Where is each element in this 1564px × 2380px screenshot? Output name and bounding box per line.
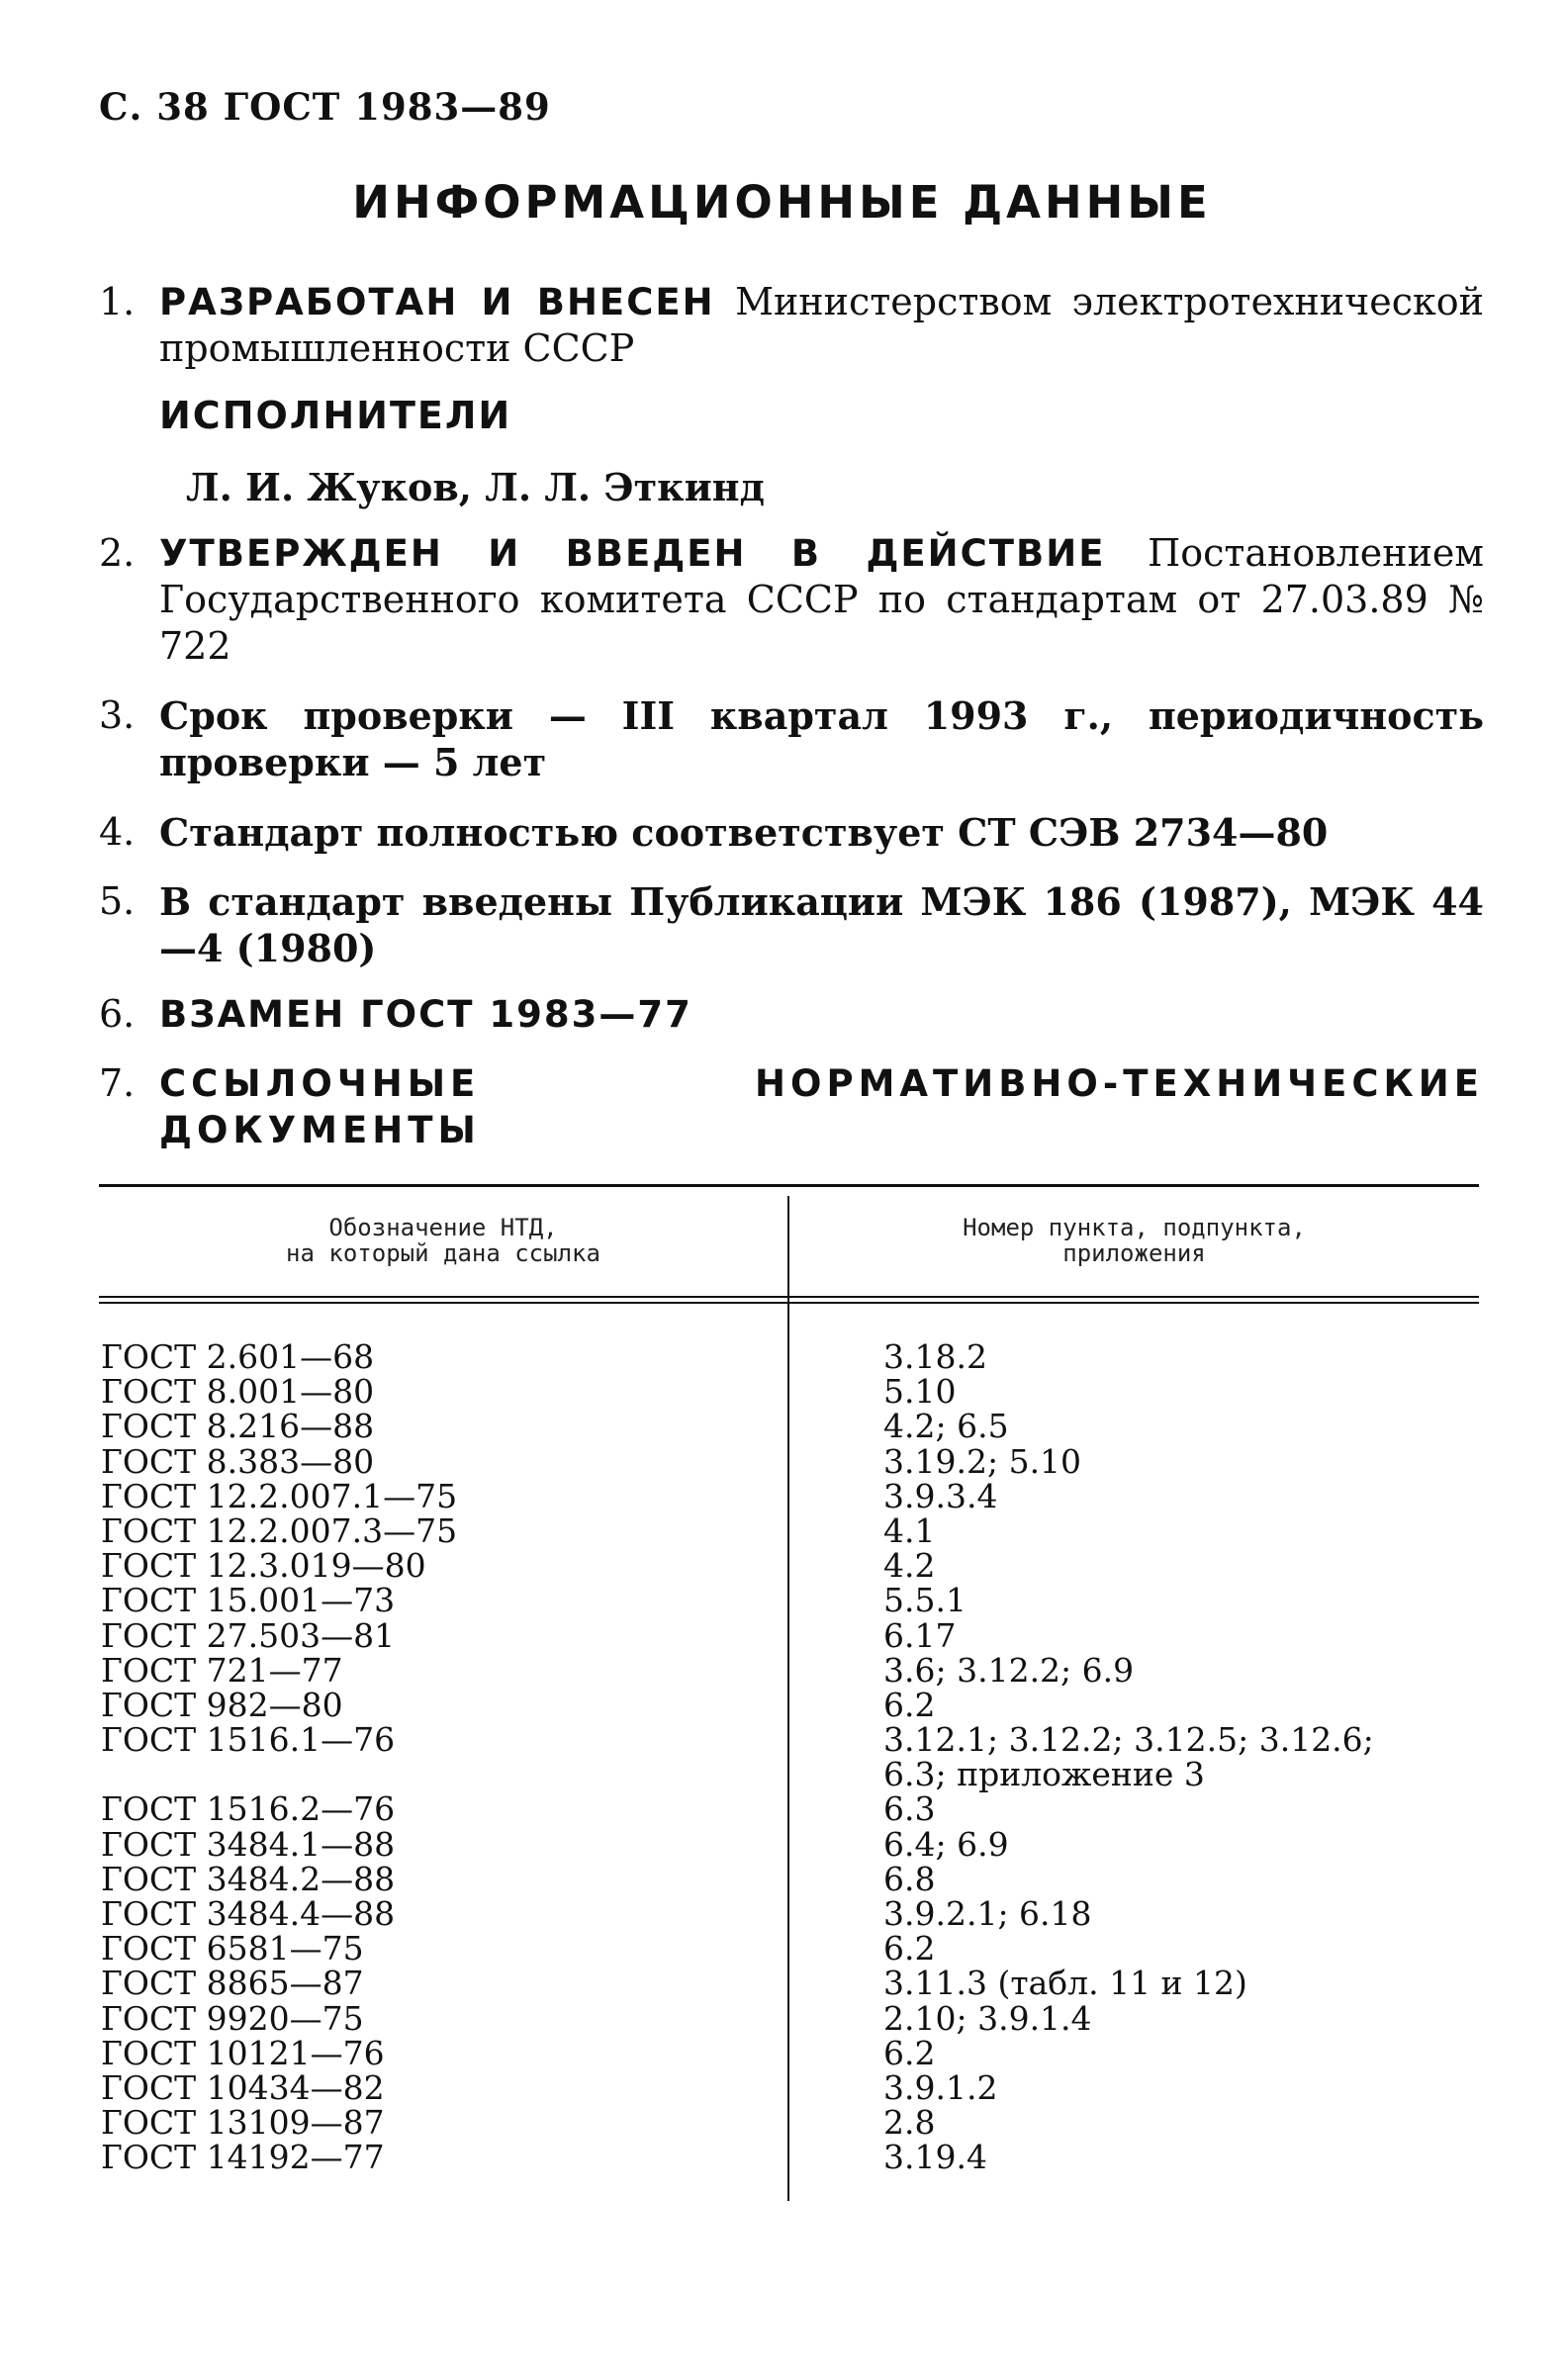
item-heading: ВЗАМЕН ГОСТ 1983—77 <box>159 993 692 1036</box>
item-number: 2. <box>99 531 136 575</box>
table-cell-doc: ГОСТ 10434—82 <box>101 2067 385 2107</box>
table-cell-ref: 3.9.3.4 <box>883 1476 998 1515</box>
table-cell-doc: ГОСТ 14192—77 <box>101 2138 385 2177</box>
item-heading: РАЗРАБОТАН И ВНЕСЕН <box>159 281 715 323</box>
table-doc-column <box>101 1339 774 2175</box>
table-cell-ref: 3.9.2.1; 6.18 <box>883 1894 1092 1933</box>
table-column-divider <box>787 1196 789 2201</box>
item-text: В стандарт введены Публикации МЭК 186 (1987), МЭК 44—4 (1980) <box>159 879 1484 970</box>
item-text: Стандарт полностью соответствует СТ СЭВ 2734—80 <box>159 810 1329 855</box>
table-cell-doc: ГОСТ 15.001—73 <box>101 1581 396 1620</box>
table-cell-doc: ГОСТ 2.601—68 <box>101 1337 375 1376</box>
table-cell-ref: 5.5.1 <box>883 1581 966 1620</box>
table-cell-ref: 4.2; 6.5 <box>883 1407 1009 1446</box>
table-cell-doc: ГОСТ 8.383—80 <box>101 1441 375 1481</box>
table-cell-doc: ГОСТ 1516.1—76 <box>101 1720 396 1760</box>
table-cell-doc: ГОСТ 10121—76 <box>101 2033 385 2072</box>
table-cell-doc: ГОСТ 13109—87 <box>101 2103 385 2143</box>
item-text: Министерством электротехнической промышленности СССР <box>159 280 1484 370</box>
item-number: 1. <box>99 280 136 323</box>
table-cell-ref: 3.19.4 <box>883 2138 987 2177</box>
table-cell-doc <box>101 1757 774 1791</box>
page-title: ИНФОРМАЦИОННЫЕ ДАННЫЕ <box>352 176 1212 229</box>
table-cell-ref: 6.2 <box>883 1685 936 1724</box>
table-cell-ref: 2.8 <box>883 2103 936 2143</box>
item-heading: ССЫЛОЧНЫЕ НОРМАТИВНО-ТЕХНИЧЕСКИЕ ДОКУМЕНТЫ <box>159 1062 1484 1151</box>
table-top-rule <box>99 1184 1479 1187</box>
item-text: Срок проверки — III квартал 1993 г., периодичность проверки — 5 лет <box>159 693 1484 784</box>
item-number: 6. <box>99 992 136 1036</box>
table-ref-column <box>883 1339 1477 2175</box>
table-cell-ref: 6.2 <box>883 2033 936 2072</box>
table-cell-doc: ГОСТ 12.2.007.1—75 <box>101 1476 458 1515</box>
table-header-col1: Обозначение НТД, на который дана ссылка <box>286 1214 600 1267</box>
table-cell-ref: 3.11.3 (табл. 11 и 12) <box>883 1964 1247 2003</box>
table-cell-ref: 3.12.1; 3.12.2; 3.12.5; 3.12.6; <box>883 1720 1374 1760</box>
table-cell-ref: 2.10; 3.9.1.4 <box>883 1998 1092 2038</box>
item-number: 5. <box>99 879 136 923</box>
table-cell-ref: 6.3; приложение 3 <box>883 1755 1205 1794</box>
table-cell-doc: ГОСТ 8.216—88 <box>101 1407 375 1446</box>
table-cell-doc: ГОСТ 12.3.019—80 <box>101 1546 426 1586</box>
table-cell-doc: ГОСТ 3484.4—88 <box>101 1894 396 1933</box>
table-cell-doc: ГОСТ 982—80 <box>101 1685 343 1724</box>
table-cell-doc: ГОСТ 3484.2—88 <box>101 1859 396 1898</box>
table-cell-ref: 6.8 <box>883 1859 936 1898</box>
table-cell-ref: 3.18.2 <box>883 1337 987 1376</box>
table-header-rule <box>99 1296 1479 1298</box>
item-text: Постановлением Государственного комитета СССР по стандартам от 27.03.89 № 722 <box>159 531 1484 668</box>
table-cell-ref: 6.3 <box>883 1789 936 1829</box>
executors-names: Л. И. Жуков, Л. Л. Эткинд <box>186 465 765 509</box>
table-cell-doc: ГОСТ 1516.2—76 <box>101 1789 396 1829</box>
table-cell-ref: 6.17 <box>883 1615 957 1655</box>
table-cell-ref: 5.10 <box>883 1372 957 1412</box>
page-header: С. 38 ГОСТ 1983—89 <box>99 85 551 129</box>
table-cell-ref: 3.6; 3.12.2; 6.9 <box>883 1650 1135 1690</box>
table-cell-ref: 4.1 <box>883 1510 936 1550</box>
table-header-rule <box>99 1302 1479 1304</box>
item-number: 3. <box>99 693 136 737</box>
table-cell-doc: ГОСТ 3484.1—88 <box>101 1824 396 1864</box>
table-cell-doc: ГОСТ 12.2.007.3—75 <box>101 1510 458 1550</box>
table-header-col2: Номер пункта, подпункта, приложения <box>963 1214 1306 1267</box>
table-cell-doc: ГОСТ 27.503—81 <box>101 1615 396 1655</box>
item-heading: УТВЕРЖДЕН И ВВЕДЕН В ДЕЙСТВИЕ <box>159 532 1106 575</box>
item-number: 4. <box>99 810 136 854</box>
executors-heading: ИСПОЛНИТЕЛИ <box>159 394 512 437</box>
table-cell-ref: 6.4; 6.9 <box>883 1824 1009 1864</box>
table-cell-doc: ГОСТ 9920—75 <box>101 1998 364 2038</box>
table-cell-ref: 6.2 <box>883 1929 936 1968</box>
table-cell-ref: 3.9.1.2 <box>883 2067 998 2107</box>
table-cell-doc: ГОСТ 721—77 <box>101 1650 343 1690</box>
table-cell-ref: 3.19.2; 5.10 <box>883 1441 1082 1481</box>
table-cell-doc: ГОСТ 8865—87 <box>101 1964 364 2003</box>
table-cell-doc: ГОСТ 8.001—80 <box>101 1372 375 1412</box>
item-number: 7. <box>99 1061 136 1105</box>
table-cell-ref: 4.2 <box>883 1546 936 1586</box>
table-cell-doc: ГОСТ 6581—75 <box>101 1929 364 1968</box>
